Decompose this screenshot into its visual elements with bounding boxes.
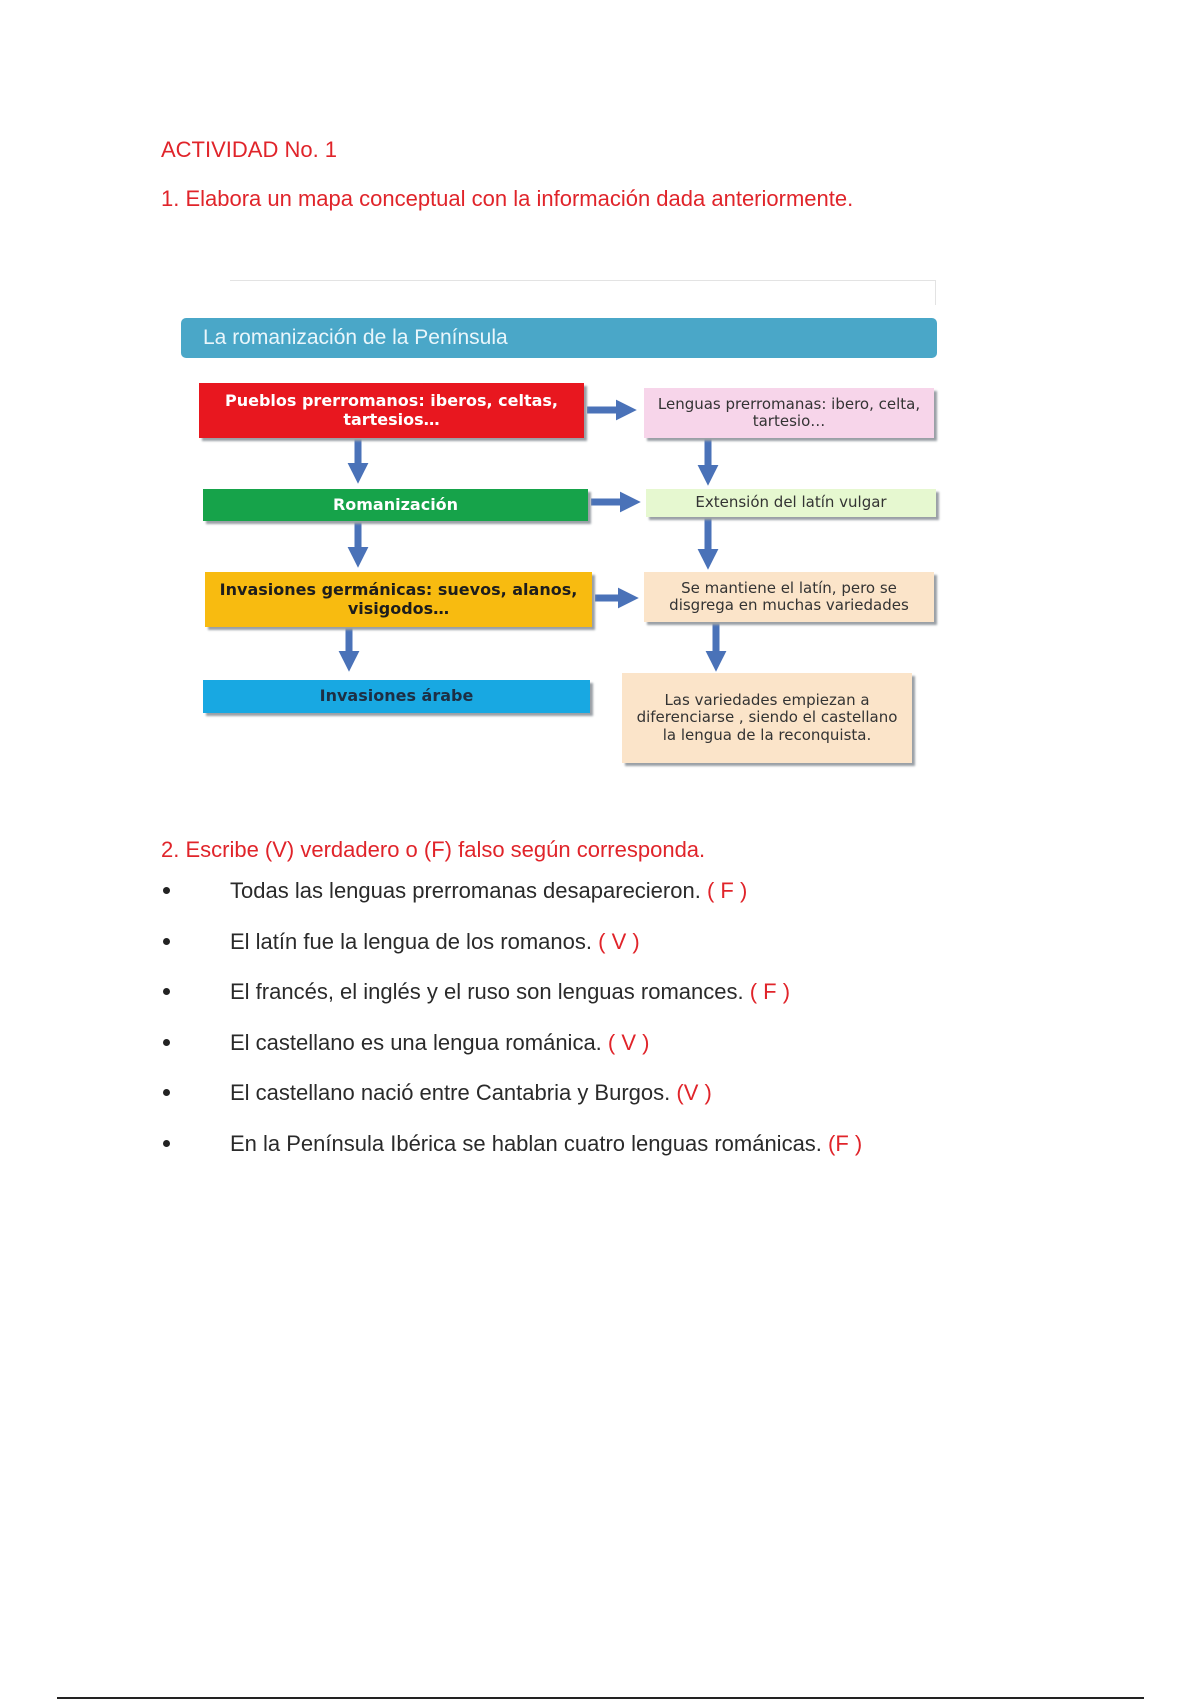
statement-line [230,929,640,955]
bullet-icon [163,1140,170,1147]
concept-map-title: La romanización de la Península [181,318,937,358]
statement-line [230,878,747,904]
statement-line [230,1131,862,1157]
statement-text: En la Península Ibérica se hablan cuatro lenguas románicas. [230,1130,822,1156]
statement-line [230,979,790,1005]
node-romanizacion: Romanización [203,489,588,521]
activity-title: ACTIVIDAD No. 1 [161,137,338,162]
bullet-icon [163,1089,170,1096]
page-bottom-rule [57,1697,1144,1699]
node-pueblos-prerromanos: Pueblos prerromanos: iberos, celtas, tartesios… [199,383,584,438]
bullet-icon [163,887,170,894]
statement-answer: (V ) [676,1080,712,1105]
statement-line [230,1030,649,1056]
question-2: 2. Escribe (V) verdadero o (F) falso según corresponda. [161,837,706,862]
statement-answer: ( F ) [706,878,748,903]
statement-text: El castellano es una lengua románica. [230,1029,602,1055]
statement-text: El castellano nació entre Cantabria y Burgos. [230,1080,671,1105]
statement-text: Todas las lenguas prerromanas desaparecieron. [230,878,701,903]
statement-answer: (F ) [828,1130,863,1156]
statement-text: El latín fue la lengua de los romanos. [230,928,593,954]
bullet-icon [163,1039,170,1046]
statement-answer: ( V ) [607,1029,650,1055]
concept-map [175,276,945,796]
bullet-icon [163,988,170,995]
statement-line [230,1080,712,1106]
statement-text: El francés, el inglés y el ruso son lenguas romances. [230,979,744,1004]
statement-answer: ( V ) [598,928,640,954]
node-lenguas-prerromanas: Lenguas prerromanas: ibero, celta, tartesio… [644,388,934,438]
node-invasiones-arabe: Invasiones árabe [203,680,590,713]
node-se-mantiene-latin: Se mantiene el latín, pero se disgrega en muchas variedades [644,572,934,622]
node-extension-latin: Extensión del latín vulgar [646,489,936,517]
question-1: 1. Elabora un mapa conceptual con la información dada anteriormente. [161,186,854,211]
node-variedades: Las variedades empiezan a diferenciarse , siendo el castellano la lengua de la reconquista. [622,673,912,763]
bullet-icon [163,938,170,945]
statement-answer: ( F ) [749,979,791,1004]
node-invasiones-germanicas: Invasiones germánicas: suevos, alanos, visigodos… [205,572,592,627]
